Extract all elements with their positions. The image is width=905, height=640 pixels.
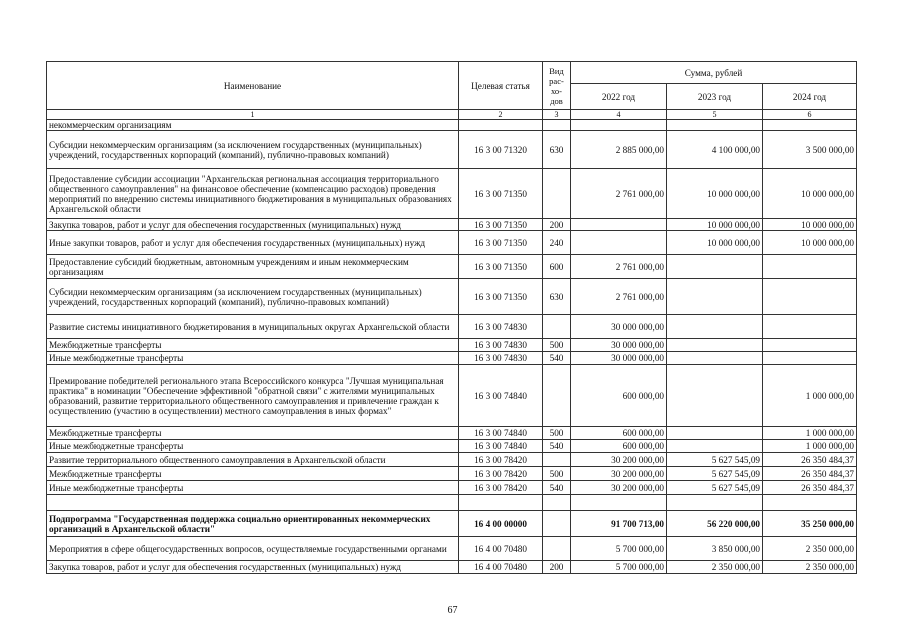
row-sum-2022: 30 200 000,00 — [571, 453, 667, 467]
row-expense-type — [543, 537, 571, 561]
row-sum-2022: 600 000,00 — [571, 427, 667, 440]
row-target-article: 16 3 00 74840 — [459, 427, 543, 440]
row-sum-2022: 600 000,00 — [571, 440, 667, 453]
row-sum-2023: 10 000 000,00 — [667, 169, 763, 219]
header-sum: Сумма, рублей — [571, 62, 857, 84]
row-sum-2024: 3 500 000,00 — [763, 131, 857, 169]
row-sum-2023: 10 000 000,00 — [667, 219, 763, 231]
row-expense-type: 540 — [543, 440, 571, 453]
row-expense-type: 240 — [543, 231, 571, 255]
table-row — [47, 427, 857, 440]
header-year-2022: 2022 год — [571, 84, 667, 110]
row-sum-2024: 26 350 484,37 — [763, 453, 857, 467]
row-target-article: 16 3 00 78420 — [459, 453, 543, 467]
row-target-article: 16 3 00 74830 — [459, 352, 543, 365]
table-row — [47, 279, 857, 315]
row-sum-2023: 56 220 000,00 — [667, 511, 763, 537]
row-sum-2023: 5 627 545,09 — [667, 481, 763, 495]
row-sum-2024: 1 000 000,00 — [763, 365, 857, 427]
row-sum-2022: 2 761 000,00 — [571, 169, 667, 219]
budget-table — [46, 61, 857, 574]
row-name: Межбюджетные трансферты — [47, 339, 459, 352]
row-sum-2023 — [667, 255, 763, 279]
row-sum-2022: 2 885 000,00 — [571, 131, 667, 169]
table-row — [47, 339, 857, 352]
row-expense-type — [543, 453, 571, 467]
column-number: 2 — [459, 110, 543, 120]
row-sum-2023 — [667, 279, 763, 315]
row-sum-2023 — [667, 427, 763, 440]
row-sum-2023: 2 350 000,00 — [667, 561, 763, 574]
row-sum-2022 — [571, 120, 667, 131]
row-target-article: 16 3 00 71320 — [459, 131, 543, 169]
row-sum-2024 — [763, 315, 857, 339]
row-target-article: 16 3 00 71350 — [459, 255, 543, 279]
row-target-article: 16 4 00 70480 — [459, 537, 543, 561]
row-target-article: 16 3 00 74830 — [459, 315, 543, 339]
table-row — [47, 511, 857, 537]
row-name: Иные межбюджетные трансферты — [47, 481, 459, 495]
row-sum-2024 — [763, 279, 857, 315]
row-name: Подпрограмма "Государственная поддержка социально ориентированных некоммерческих организаций в Архангельской области" — [47, 511, 459, 537]
header-year-2024: 2024 год — [763, 84, 857, 110]
row-sum-2024: 26 350 484,37 — [763, 481, 857, 495]
row-target-article: 16 3 00 74830 — [459, 339, 543, 352]
row-sum-2024 — [763, 120, 857, 131]
row-target-article — [459, 120, 543, 131]
row-sum-2024 — [763, 339, 857, 352]
row-expense-type — [543, 495, 571, 511]
row-sum-2022: 600 000,00 — [571, 365, 667, 427]
row-expense-type — [543, 511, 571, 537]
row-expense-type: 500 — [543, 467, 571, 481]
row-expense-type: 200 — [543, 561, 571, 574]
row-sum-2024: 10 000 000,00 — [763, 219, 857, 231]
row-target-article — [459, 495, 543, 511]
row-name: Премирование победителей регионального этапа Всероссийского конкурса "Лучшая муниципальная практика" в номинации "Обеспечение эффективной "обратной связи" с жителями муниципальных образований, развитие территориального общественного самоуправления и привлечение граждан к осуществлению (участию в осуществлении) местного самоуправления в иных формах" — [47, 365, 459, 427]
row-sum-2022: 5 700 000,00 — [571, 561, 667, 574]
row-sum-2023 — [667, 315, 763, 339]
row-name: Иные межбюджетные трансферты — [47, 440, 459, 453]
row-sum-2022: 5 700 000,00 — [571, 537, 667, 561]
table-row — [47, 219, 857, 231]
row-name: Иные межбюджетные трансферты — [47, 352, 459, 365]
row-expense-type — [543, 315, 571, 339]
table-row — [47, 120, 857, 131]
row-name: Иные закупки товаров, работ и услуг для обеспечения государственных (муниципальных) нужд — [47, 231, 459, 255]
row-sum-2023 — [667, 120, 763, 131]
row-name: Предоставление субсидии ассоциации "Архангельская региональная ассоциация территориального общественного самоуправления" на финансовое обеспечение (компенсацию расходов) проведения мероприятий по внедрению системы инициативного бюджетирования в муниципальных образованиях Архангельской области — [47, 169, 459, 219]
row-sum-2024: 10 000 000,00 — [763, 231, 857, 255]
row-name: Предоставление субсидий бюджетным, автономным учреждениям и иным некоммерческим организациям — [47, 255, 459, 279]
row-name: Межбюджетные трансферты — [47, 467, 459, 481]
row-name: Развитие территориального общественного самоуправления в Архангельской области — [47, 453, 459, 467]
table-row — [47, 255, 857, 279]
row-sum-2024 — [763, 352, 857, 365]
row-sum-2022 — [571, 231, 667, 255]
row-sum-2022: 30 200 000,00 — [571, 481, 667, 495]
row-target-article: 16 3 00 74840 — [459, 440, 543, 453]
table-row — [47, 453, 857, 467]
header-target-article: Целевая статья — [459, 62, 543, 110]
row-name: Субсидии некоммерческим организациям (за исключением государственных (муниципальных) учреждений, государственных корпораций (компаний), публично-правовых компаний) — [47, 131, 459, 169]
table-row — [47, 481, 857, 495]
row-target-article: 16 4 00 00000 — [459, 511, 543, 537]
column-number: 4 — [571, 110, 667, 120]
row-target-article: 16 3 00 74840 — [459, 365, 543, 427]
row-target-article: 16 3 00 78420 — [459, 467, 543, 481]
row-target-article: 16 3 00 78420 — [459, 481, 543, 495]
row-expense-type: 540 — [543, 352, 571, 365]
row-expense-type — [543, 365, 571, 427]
row-name: Межбюджетные трансферты — [47, 427, 459, 440]
row-name — [47, 495, 459, 511]
row-sum-2022: 30 200 000,00 — [571, 467, 667, 481]
table-row — [47, 169, 857, 219]
row-sum-2022: 2 761 000,00 — [571, 279, 667, 315]
row-target-article: 16 3 00 71350 — [459, 231, 543, 255]
table-row — [47, 365, 857, 427]
row-expense-type: 630 — [543, 131, 571, 169]
table-row — [47, 352, 857, 365]
row-sum-2024: 1 000 000,00 — [763, 440, 857, 453]
row-name: Мероприятия в сфере общегосударственных вопросов, осуществляемые государственными органами — [47, 537, 459, 561]
row-name: Закупка товаров, работ и услуг для обеспечения государственных (муниципальных) нужд — [47, 219, 459, 231]
row-sum-2022: 30 000 000,00 — [571, 315, 667, 339]
row-sum-2024: 1 000 000,00 — [763, 427, 857, 440]
row-sum-2022: 2 761 000,00 — [571, 255, 667, 279]
row-target-article: 16 3 00 71350 — [459, 279, 543, 315]
row-expense-type: 200 — [543, 219, 571, 231]
row-sum-2023 — [667, 339, 763, 352]
table-row — [47, 440, 857, 453]
row-expense-type: 500 — [543, 339, 571, 352]
column-number: 1 — [47, 110, 459, 120]
page-number: 67 — [447, 605, 458, 616]
table-row — [47, 495, 857, 511]
table-row — [47, 467, 857, 481]
row-expense-type: 630 — [543, 279, 571, 315]
row-sum-2022 — [571, 219, 667, 231]
row-name: Закупка товаров, работ и услуг для обеспечения государственных (муниципальных) нужд — [47, 561, 459, 574]
row-name: некоммерческим организациям — [47, 120, 459, 131]
row-sum-2024 — [763, 495, 857, 511]
column-number: 3 — [543, 110, 571, 120]
row-sum-2023 — [667, 352, 763, 365]
row-sum-2024: 2 350 000,00 — [763, 537, 857, 561]
row-name: Субсидии некоммерческим организациям (за исключением государственных (муниципальных) учреждений, государственных корпораций (компаний), публично-правовых компаний) — [47, 279, 459, 315]
row-target-article: 16 4 00 70480 — [459, 561, 543, 574]
row-expense-type: 540 — [543, 481, 571, 495]
row-sum-2023 — [667, 440, 763, 453]
table-row — [47, 131, 857, 169]
row-sum-2022 — [571, 495, 667, 511]
row-sum-2024: 10 000 000,00 — [763, 169, 857, 219]
row-expense-type — [543, 169, 571, 219]
row-sum-2024 — [763, 255, 857, 279]
table-row — [47, 537, 857, 561]
row-sum-2022: 30 000 000,00 — [571, 339, 667, 352]
column-number: 5 — [667, 110, 763, 120]
row-sum-2023: 5 627 545,09 — [667, 453, 763, 467]
row-sum-2023 — [667, 365, 763, 427]
row-sum-2023: 3 850 000,00 — [667, 537, 763, 561]
row-expense-type: 500 — [543, 427, 571, 440]
row-sum-2023: 4 100 000,00 — [667, 131, 763, 169]
header-expense-type: Вид рас-хо-дов — [543, 62, 571, 110]
row-target-article: 16 3 00 71350 — [459, 169, 543, 219]
table-row — [47, 561, 857, 574]
column-number: 6 — [763, 110, 857, 120]
row-sum-2024: 2 350 000,00 — [763, 561, 857, 574]
row-sum-2023 — [667, 495, 763, 511]
row-expense-type — [543, 120, 571, 131]
row-sum-2022: 30 000 000,00 — [571, 352, 667, 365]
row-sum-2023: 5 627 545,09 — [667, 467, 763, 481]
table-row — [47, 231, 857, 255]
row-name: Развитие системы инициативного бюджетирования в муниципальных округах Архангельской области — [47, 315, 459, 339]
row-sum-2024: 35 250 000,00 — [763, 511, 857, 537]
table-row — [47, 315, 857, 339]
header-name: Наименование — [47, 62, 459, 110]
row-sum-2023: 10 000 000,00 — [667, 231, 763, 255]
header-year-2023: 2023 год — [667, 84, 763, 110]
row-sum-2024: 26 350 484,37 — [763, 467, 857, 481]
row-expense-type: 600 — [543, 255, 571, 279]
row-target-article: 16 3 00 71350 — [459, 219, 543, 231]
table-body — [47, 120, 857, 574]
row-sum-2022: 91 700 713,00 — [571, 511, 667, 537]
